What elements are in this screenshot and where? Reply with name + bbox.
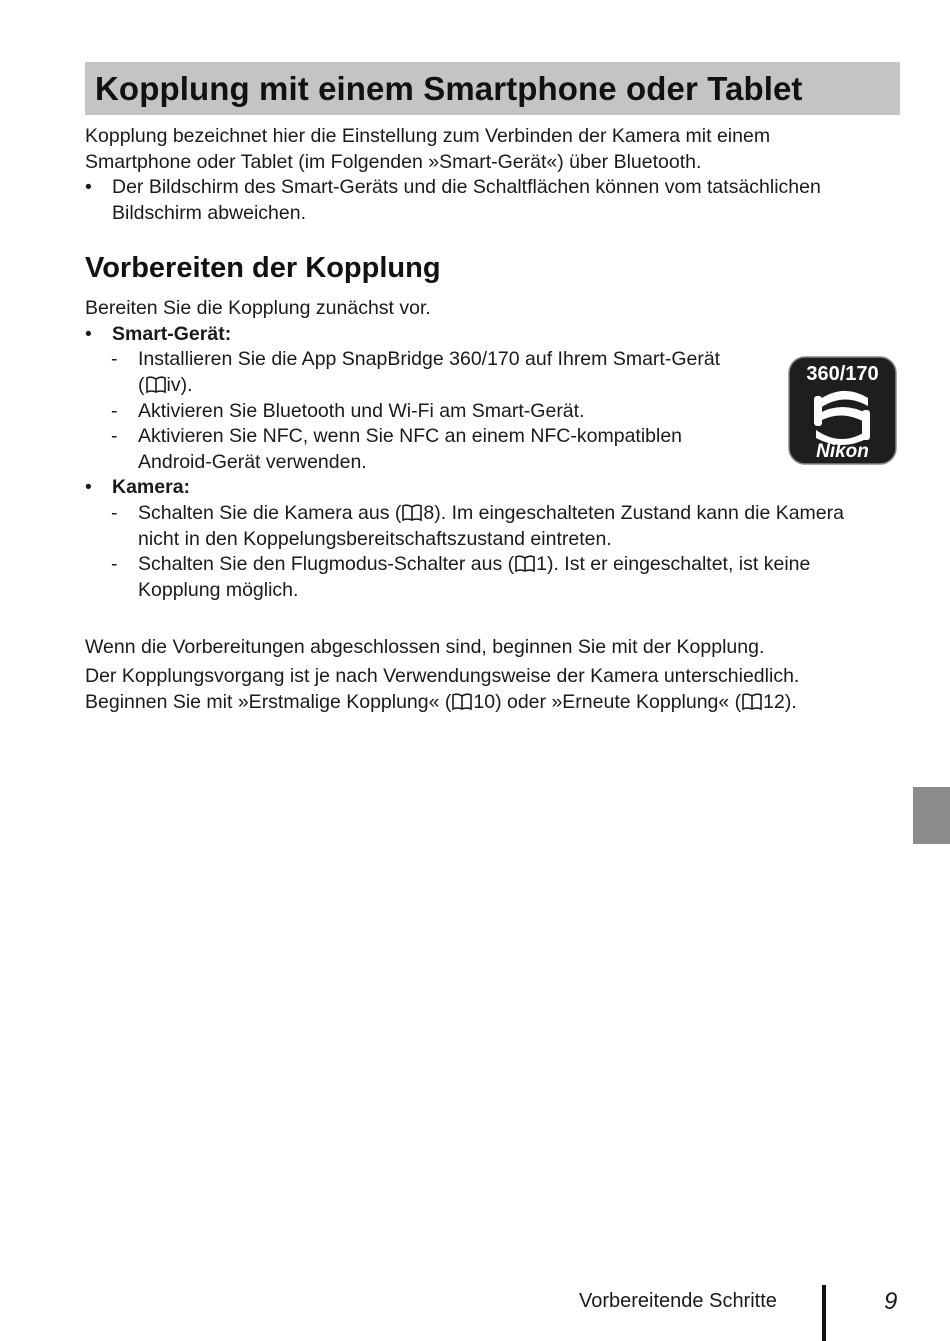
smart-item-3-line-2: Android-Gerät verwenden. — [138, 451, 367, 473]
dash-symbol: - — [111, 502, 118, 524]
paren-open: ( — [138, 374, 145, 396]
smart-item-1-line-1: Installieren Sie die App SnapBridge 360/170 auf Ihrem Smart-Gerät — [138, 348, 721, 370]
closing-3-pre: Beginnen Sie mit »Erstmalige Kopplung« ( — [85, 691, 452, 713]
book-reference-icon — [742, 693, 762, 711]
page-ref: iv). — [166, 374, 193, 396]
camera-item-1-line-2: nicht in den Koppelungsbereitschaftszustand eintreten. — [138, 528, 612, 550]
bullet-symbol: • — [85, 323, 92, 345]
camera-item-2-line-1 — [138, 552, 810, 578]
dash-symbol: - — [111, 553, 118, 575]
footer-divider — [822, 1285, 826, 1341]
dash-symbol: - — [111, 425, 118, 447]
camera-label: Kamera: — [112, 476, 191, 498]
closing-paragraph-1: Wenn die Vorbereitungen abgeschlossen sind, beginnen Sie mit der Kopplung. — [85, 636, 765, 658]
title-bar — [85, 62, 900, 115]
book-reference-icon — [452, 693, 472, 711]
book-reference-icon — [515, 555, 535, 573]
app-icon-version: 360/170 — [806, 363, 879, 385]
bullet-symbol: • — [85, 476, 92, 498]
camera-item-2-line-2: Kopplung möglich. — [138, 579, 299, 601]
app-icon-brand: Nikon — [816, 441, 869, 462]
camera-item-1-post: 8). Im eingeschalteten Zustand kann die Kamera — [423, 502, 844, 524]
dash-symbol: - — [111, 348, 118, 370]
snapbridge-app-icon — [788, 356, 897, 465]
bullet-symbol: • — [85, 176, 92, 198]
book-reference-icon — [402, 504, 422, 522]
intro-bullet-text: Der Bildschirm des Smart-Geräts und die Schaltflächen können vom tatsächlichen Bildschirm abweichen. — [112, 176, 821, 224]
page-title: Kopplung mit einem Smartphone oder Tablet — [95, 69, 803, 107]
intro-paragraph: Kopplung bezeichnet hier die Einstellung zum Verbinden der Kamera mit einem Smartphone oder Tablet (im Folgenden »Smart-Gerät«) über Bluetooth. — [85, 125, 771, 173]
closing-paragraph-3 — [85, 690, 797, 716]
camera-item-1-pre: Schalten Sie die Kamera aus ( — [138, 502, 402, 524]
book-reference-icon — [146, 376, 166, 394]
section-heading: Vorbereiten der Kopplung — [85, 252, 441, 284]
footer-section-label: Vorbereitende Schritte — [579, 1290, 777, 1312]
closing-3-mid: 10) oder »Erneute Kopplung« ( — [473, 691, 742, 713]
closing-3-post: 12). — [763, 691, 797, 713]
smart-device-label: Smart-Gerät: — [112, 323, 232, 345]
camera-item-1-line-1 — [138, 501, 844, 527]
smart-item-2: Aktivieren Sie Bluetooth und Wi-Fi am Smart-Gerät. — [138, 400, 585, 422]
camera-item-2-post: 1). Ist er eingeschaltet, ist keine — [536, 553, 811, 575]
section-lead: Bereiten Sie die Kopplung zunächst vor. — [85, 297, 431, 319]
smart-item-1-line-2 — [138, 373, 193, 399]
smart-item-3-line-1: Aktivieren Sie NFC, wenn Sie NFC an einem NFC-kompatiblen — [138, 425, 683, 447]
dash-symbol: - — [111, 400, 118, 422]
camera-item-2-pre: Schalten Sie den Flugmodus-Schalter aus ( — [138, 553, 515, 575]
page-number: 9 — [884, 1288, 898, 1315]
closing-paragraph-2: Der Kopplungsvorgang ist je nach Verwendungsweise der Kamera unterschiedlich. — [85, 665, 800, 687]
chapter-tab-marker — [913, 787, 950, 844]
